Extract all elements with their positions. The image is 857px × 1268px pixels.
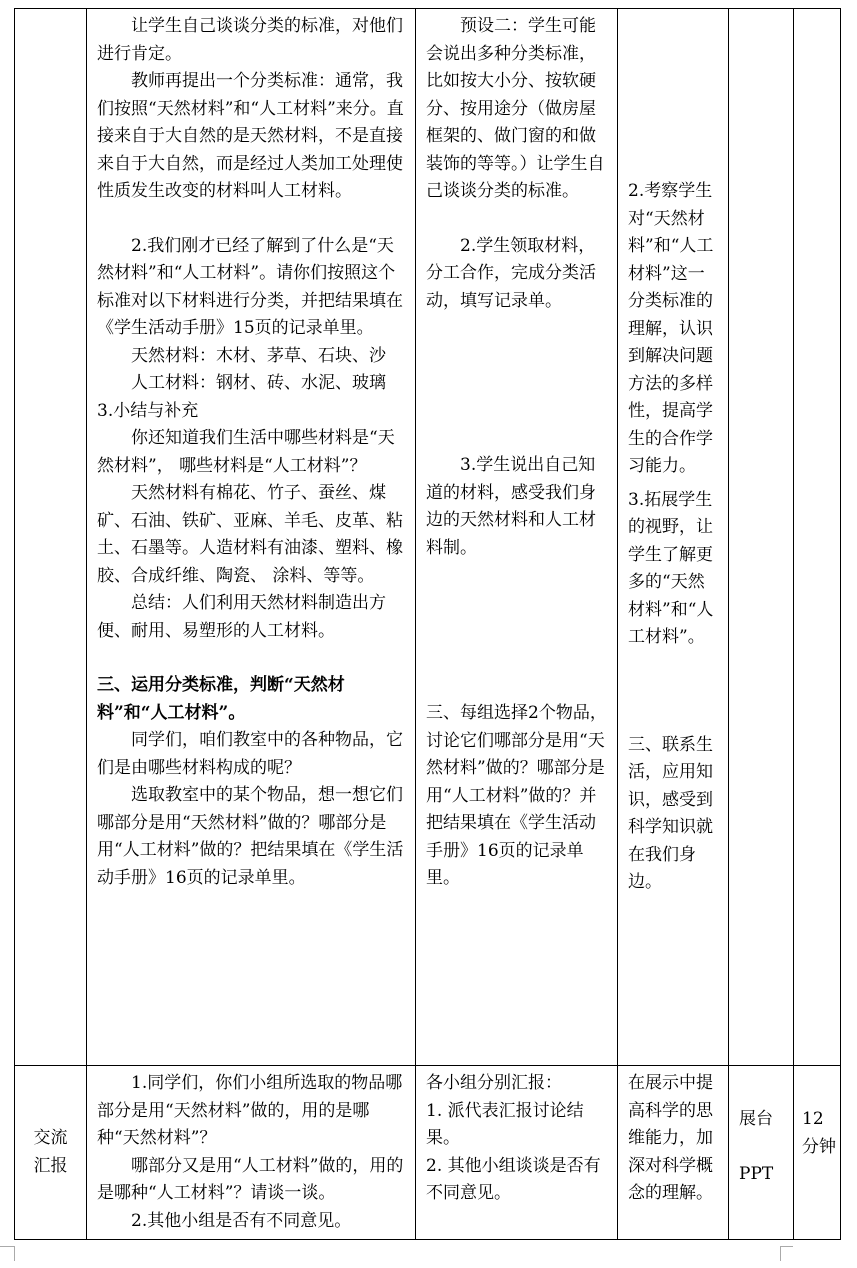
paragraph: 1.同学们，你们小组所选取的物品哪部分是用“天然材料”做的，用的是哪种“天然材料”？ bbox=[97, 1073, 403, 1148]
paragraph: 同学们，咱们教室中的各种物品，它们是由哪些材料构成的呢？ bbox=[97, 730, 403, 778]
page-corner-mark bbox=[780, 1246, 793, 1261]
paragraph: 三、每组选择2个物品，讨论它们哪部分是用“天然材料”做的？哪部分是用“人工材料”做的？并把结果填在《学生活动手册》16页的记录单里。 bbox=[426, 703, 607, 888]
paragraph: 让学生自己谈谈分类的标准，对他们进行肯定。 bbox=[97, 16, 403, 64]
paragraph: 人工材料：钢材、砖、水泥、玻璃 bbox=[131, 373, 386, 393]
design-intent-cell bbox=[618, 9, 729, 1066]
paragraph: 天然材料：木材、茅草、石块、沙 bbox=[131, 345, 386, 366]
student-activity-cell bbox=[416, 1066, 618, 1240]
paragraph: 2.我们刚才已经了解到了什么是“天然材料”和“人工材料”。请你们按照这个标准对以下材料进行分类，并把结果填在《学生活动手册》15页的记录单里。 bbox=[97, 235, 403, 338]
table-row bbox=[15, 1066, 841, 1240]
paragraph: 2.其他小组是否有不同意见。 bbox=[131, 1210, 352, 1231]
paragraph: 预设二：学生可能会说出多种分类标准，比如按大小分、按软硬分、按用途分（做房屋框架的、做门窗的和做装饰的等等。）让学生自己谈谈分类的标准。 bbox=[426, 16, 605, 201]
paragraph: 3.拓展学生的视野，让学生了解更多的“天然材料”和“人工材料”。 bbox=[628, 489, 714, 647]
paragraph: 你还知道我们生活中哪些材料是“天然材料”， 哪些材料是“人工材料”？ bbox=[97, 428, 395, 476]
teacher-activity-cell bbox=[87, 1066, 416, 1240]
media-cell bbox=[729, 1066, 794, 1240]
design-intent-cell bbox=[618, 1066, 729, 1240]
media-item: 展台 bbox=[739, 1109, 773, 1129]
lesson-plan-table bbox=[14, 8, 841, 1240]
section-heading: 3.小结与补充 bbox=[97, 400, 199, 421]
student-activity-cell bbox=[416, 9, 618, 1066]
time-cell bbox=[794, 9, 841, 1066]
stage-cell bbox=[15, 9, 87, 1066]
paragraph: 2.考察学生对“天然材料”和“人工材料”这一分类标准的理解，认识到解决问题方法的多样性，提高学生的合作学习能力。 bbox=[628, 181, 714, 476]
section-heading: 三、运用分类标准，判断“天然材料”和“人工材料”。 bbox=[97, 675, 345, 723]
paragraph: 哪部分又是用“人工材料”做的，用的是哪种“人工材料”？请谈一谈。 bbox=[97, 1155, 404, 1203]
stage-label: 交流汇报 bbox=[33, 1128, 68, 1176]
paragraph: 总结：人们利用天然材料制造出方便、耐用、易塑形的人工材料。 bbox=[97, 593, 386, 641]
duration-label: 12分钟 bbox=[802, 1109, 836, 1157]
paragraph: 各小组分别汇报： bbox=[426, 1073, 562, 1093]
media-cell bbox=[729, 9, 794, 1066]
paragraph: 1. 派代表汇报讨论结果。 bbox=[426, 1100, 584, 1148]
paragraph: 在展示中提高科学的思维能力，加深对科学概念的理解。 bbox=[628, 1073, 713, 1203]
time-cell bbox=[794, 1066, 841, 1240]
table-row bbox=[15, 9, 841, 1066]
paragraph: 三、联系生活，应用知识，感受到科学知识就在我们身边。 bbox=[628, 734, 713, 892]
teacher-activity-cell bbox=[87, 9, 416, 1066]
paragraph: 选取教室中的某个物品，想一想它们哪部分是用“天然材料”做的？哪部分是用“人工材料”做的？把结果填在《学生活动手册》16页的记录单里。 bbox=[97, 785, 404, 888]
stage-cell bbox=[15, 1066, 87, 1240]
paragraph: 教师再提出一个分类标准：通常，我们按照“天然材料”和“人工材料”来分。直接来自于大自然的是天然材料，不是直接来自于大自然，而是经过人类加工处理使性质发生改变的材料叫人工材料。 bbox=[97, 71, 404, 201]
page-corner-mark bbox=[0, 1246, 15, 1261]
media-item: PPT bbox=[739, 1163, 774, 1184]
paragraph: 2.学生领取材料，分工合作，完成分类活动，填写记录单。 bbox=[426, 235, 596, 311]
paragraph: 2. 其他小组谈谈是否有不同意见。 bbox=[426, 1155, 601, 1203]
paragraph: 3.学生说出自己知道的材料，感受我们身边的天然材料和人工材料制。 bbox=[426, 455, 596, 558]
paragraph: 天然材料有棉花、竹子、蚕丝、煤矿、石油、铁矿、亚麻、羊毛、皮革、粘土、石墨等。人造材料有油漆、塑料、橡胶、合成纤维、陶瓷、 涂料、等等。 bbox=[97, 483, 403, 586]
